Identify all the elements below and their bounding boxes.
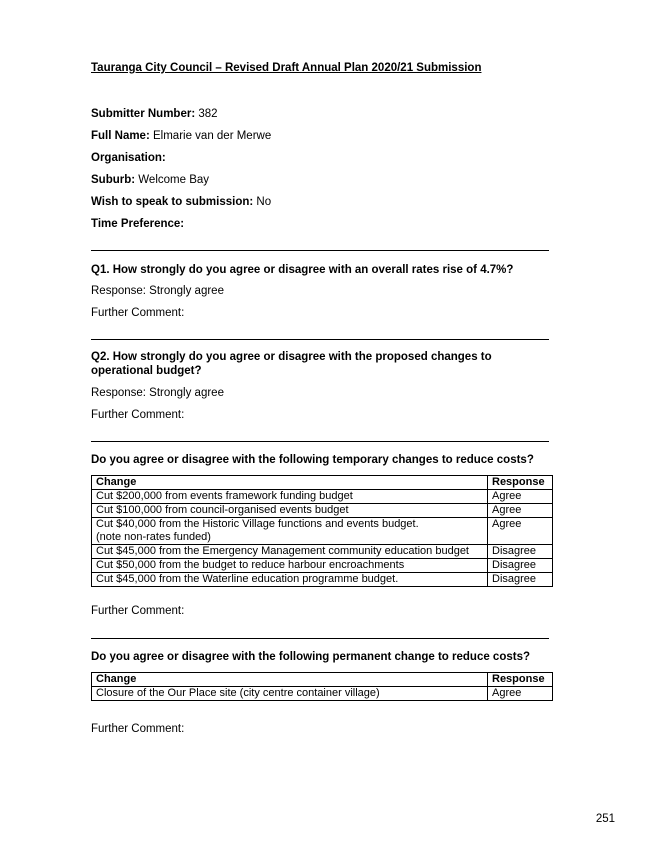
change-cell (92, 518, 488, 545)
table-row (92, 490, 553, 504)
time-preference (91, 218, 184, 230)
permanent-comment: Further Comment: (91, 723, 185, 735)
document-title: Tauranga City Council – Revised Draft Annual Plan 2020/21 Submission (91, 62, 482, 74)
time-preference-label: Time Preference: (91, 218, 185, 230)
response-cell: Disagree (488, 573, 553, 587)
change-cell: Cut $100,000 from council-organised events budget (92, 504, 488, 518)
response-cell: Agree (488, 687, 553, 701)
wish-to-speak-value: No (256, 196, 272, 208)
response-cell: Agree (488, 518, 553, 545)
table-row (92, 559, 553, 573)
change-note: (note non-rates funded) (96, 531, 211, 543)
q1-question: Q1. How strongly do you agree or disagree with an overall rates rise of 4.7%? (91, 264, 514, 276)
temporary-changes-table (91, 475, 553, 587)
suburb (91, 174, 209, 186)
response-cell: Agree (488, 490, 553, 504)
table-header-row (92, 673, 553, 687)
q1-response: Response: Strongly agree (91, 285, 224, 297)
section-divider (91, 339, 549, 340)
submitter-number-value: 382 (198, 108, 218, 120)
change-header: Change (92, 476, 488, 490)
response-header: Response (488, 673, 553, 687)
temporary-question: Do you agree or disagree with the following temporary changes to reduce costs? (91, 454, 534, 466)
suburb-value: Welcome Bay (138, 174, 210, 186)
q2-response: Response: Strongly agree (91, 387, 224, 399)
permanent-change-table (91, 672, 553, 701)
q1-comment: Further Comment: (91, 307, 185, 319)
section-divider (91, 441, 549, 442)
submitter-number-label: Submitter Number: (91, 108, 196, 120)
full-name-value: Elmarie van der Merwe (153, 130, 272, 142)
change-cell: Closure of the Our Place site (city centre container village) (92, 687, 488, 701)
q2-question: Q2. How strongly do you agree or disagree with the proposed changes to operational budget? (91, 351, 492, 377)
change-header: Change (92, 673, 488, 687)
temporary-comment: Further Comment: (91, 605, 185, 617)
organisation (91, 152, 166, 164)
change-cell: Cut $50,000 from the budget to reduce harbour encroachments (92, 559, 488, 573)
suburb-label: Suburb: (91, 174, 136, 186)
page-number: 251 (595, 813, 615, 825)
full-name-label: Full Name: (91, 130, 150, 142)
response-cell: Agree (488, 504, 553, 518)
change-cell: Cut $45,000 from the Waterline education programme budget. (92, 573, 488, 587)
wish-to-speak (91, 196, 271, 208)
response-header: Response (488, 476, 553, 490)
section-divider (91, 250, 549, 251)
section-divider (91, 638, 549, 639)
table-row (92, 573, 553, 587)
permanent-question: Do you agree or disagree with the following permanent change to reduce costs? (91, 651, 530, 663)
organisation-label: Organisation: (91, 152, 166, 164)
change-cell: Cut $45,000 from the Emergency Management community education budget (92, 545, 488, 559)
table-header-row (92, 476, 553, 490)
q2-comment: Further Comment: (91, 409, 185, 421)
table-row (92, 518, 553, 545)
full-name (91, 130, 271, 142)
change-cell: Cut $200,000 from events framework funding budget (92, 490, 488, 504)
table-row (92, 687, 553, 701)
submitter-number (91, 108, 218, 120)
table-row (92, 545, 553, 559)
wish-to-speak-label: Wish to speak to submission: (91, 196, 254, 208)
response-cell: Disagree (488, 559, 553, 573)
table-row (92, 504, 553, 518)
response-cell: Disagree (488, 545, 553, 559)
change-text: Cut $40,000 from the Historic Village functions and events budget. (96, 518, 419, 530)
